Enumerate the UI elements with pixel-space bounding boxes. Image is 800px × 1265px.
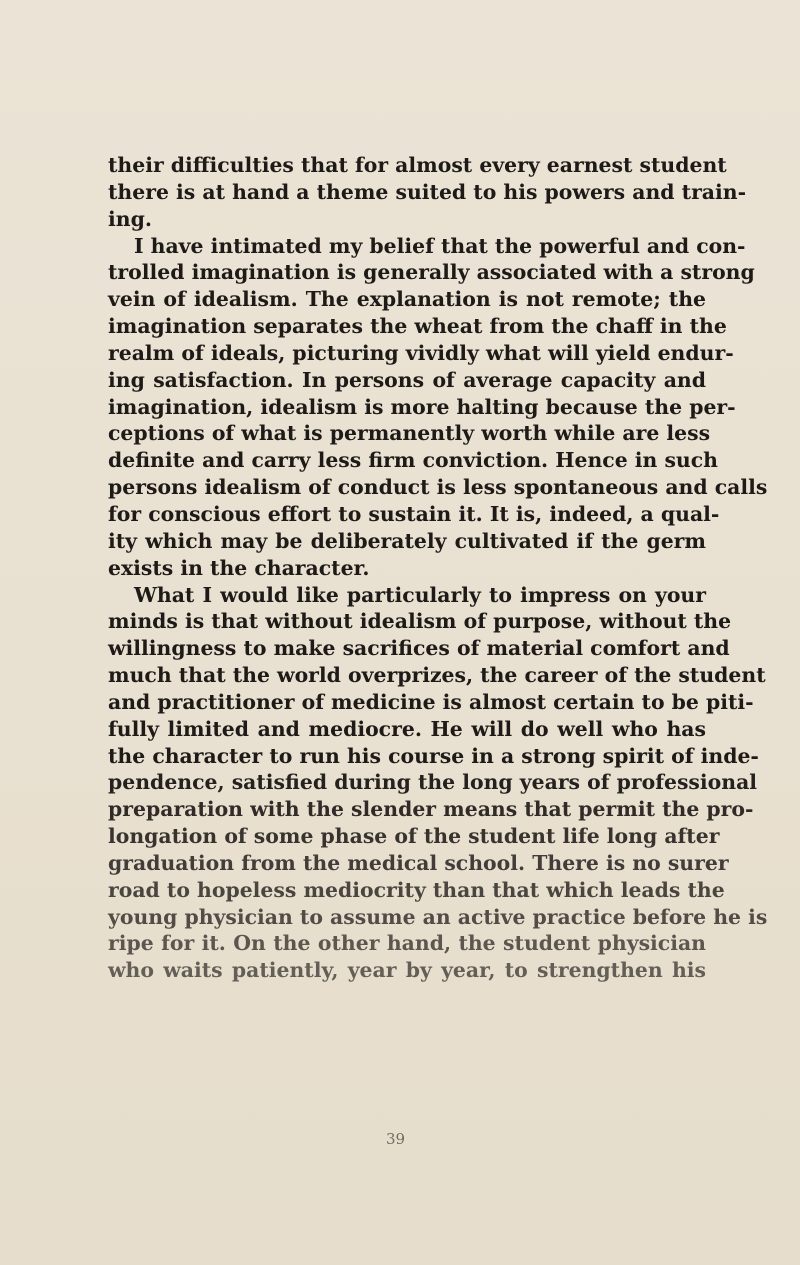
text-line: who waits patiently, year by year, to strengthen his bbox=[108, 958, 706, 983]
text-line: pendence, satisfied during the long years of professional bbox=[108, 770, 758, 795]
text-line: road to hopeless mediocrity than that which leads the bbox=[108, 877, 725, 902]
text-line: imagination separates the wheat from the chaff in the bbox=[108, 314, 727, 339]
text-line: ripe for it. On the other hand, the student physician bbox=[108, 931, 706, 956]
text-line: ing. bbox=[108, 206, 152, 231]
text-line: persons idealism of conduct is less spontaneous and calls bbox=[108, 475, 768, 500]
text-line: willingness to make sacrifices of material comfort and bbox=[108, 636, 730, 661]
text-line: What I would like particularly to impress on your bbox=[134, 582, 706, 607]
text-line: I have intimated my belief that the powerful and con- bbox=[134, 233, 746, 258]
text-line: and practitioner of medicine is almost certain to be piti- bbox=[108, 689, 754, 714]
text-line: ity which may be deliberately cultivated if the germ bbox=[108, 528, 706, 553]
text-line: vein of idealism. The explanation is not remote; the bbox=[108, 287, 706, 312]
text-line: exists in the character. bbox=[108, 555, 370, 580]
body-text bbox=[108, 152, 768, 984]
text-line: preparation with the slender means that permit the pro- bbox=[108, 797, 754, 822]
text-line: graduation from the medical school. There is no surer bbox=[108, 850, 729, 875]
text-line: trolled imagination is generally associated with a strong bbox=[108, 260, 755, 285]
text-line: young physician to assume an active practice before he is bbox=[108, 904, 768, 929]
text-line: ing satisfaction. In persons of average capacity and bbox=[108, 367, 706, 392]
page-number: 39 bbox=[386, 1130, 406, 1148]
text-line: longation of some phase of the student life long after bbox=[108, 824, 720, 849]
text-line: much that the world overprizes, the career of the student bbox=[108, 663, 766, 688]
text-line: the character to run his course in a strong spirit of inde- bbox=[108, 743, 759, 768]
text-line: realm of ideals, picturing vividly what will yield endur- bbox=[108, 340, 734, 365]
text-line: there is at hand a theme suited to his powers and train- bbox=[108, 179, 747, 204]
text-line: definite and carry less firm conviction. Hence in such bbox=[108, 448, 718, 473]
text-line: minds is that without idealism of purpose, without the bbox=[108, 609, 732, 634]
text-line: their difficulties that for almost every earnest student bbox=[108, 153, 727, 177]
text-line: for conscious effort to sustain it. It is, indeed, a qual- bbox=[108, 501, 720, 526]
text-line: imagination, idealism is more halting because the per- bbox=[108, 394, 736, 419]
text-line: fully limited and mediocre. He will do well who has bbox=[108, 716, 706, 741]
text-line: ceptions of what is permanently worth while are less bbox=[108, 421, 711, 446]
